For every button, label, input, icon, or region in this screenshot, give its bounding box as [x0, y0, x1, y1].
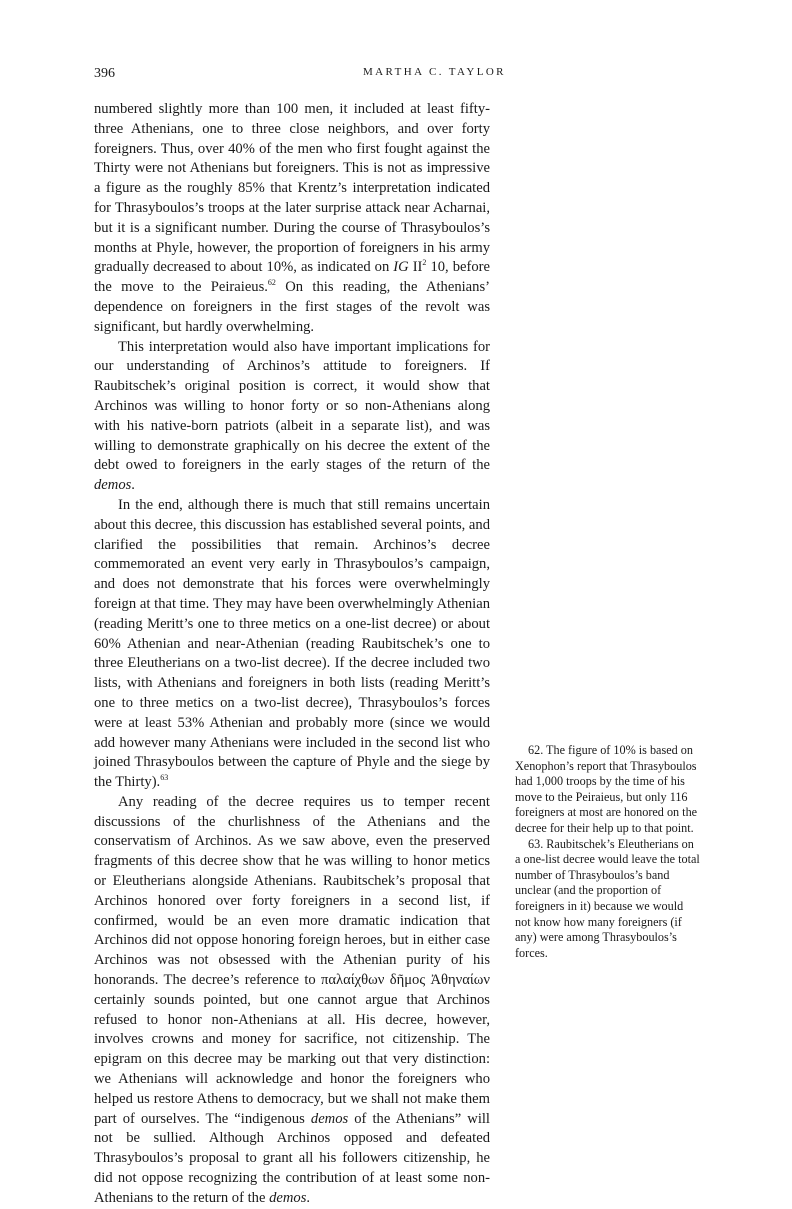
footnotes-column — [515, 743, 701, 961]
footnote: 62. The figure of 10% is based on Xenophon’s report that Thrasyboulos had 1,000 troops by the time of his move to the Peiraieus, but only 116 foreigners at most are honored on the decree for their help up to that point. — [515, 743, 698, 835]
footnote-marker[interactable]: 63 — [160, 773, 169, 783]
text-span: of the Athenians” will not be sullied. Although Archinos opposed and defeated Thrasyboulos’s proposal to grant all his followers citizenship, he did not oppose recognizing the contribution of at least some non-Athenians to the return of the — [94, 1110, 490, 1206]
italic-abbreviation: IG — [393, 259, 409, 276]
main-text-column — [94, 100, 490, 1209]
body-paragraph — [94, 793, 490, 1209]
text-span: II — [408, 259, 423, 276]
text-span: . — [131, 477, 135, 494]
italic-term: demos — [269, 1189, 307, 1206]
footnote: 63. Raubitschek’s Eleutherians on a one-list decree would leave the total number of Thrasyboulos’s band unclear (and the proportion of foreigners in it) because we would not know how many foreigners (if any) were among Thrasyboulos’s forces. — [515, 836, 700, 960]
running-head: MARTHA C. TAYLOR — [363, 66, 506, 78]
body-paragraph — [94, 496, 490, 793]
text-span: 10, before the move to the Peiraieus. — [94, 259, 490, 296]
text-span: This interpretation would also have important implications for our understanding of Archinos’s attitude to foreigners. If Raubitschek’s original position is correct, it would show that Archinos was willing to honor forty or so non-Athenians along with his native-born patriots (albeit in a separate list), and was willing to demonstrate graphically on his decree the extent of the debt owed to foreigners in the early stages of the return of the — [94, 338, 490, 474]
italic-term: demos — [310, 1110, 349, 1127]
italic-term: demos — [94, 477, 132, 494]
footnote-marker[interactable]: 62 — [267, 278, 276, 288]
text-span: . — [306, 1189, 311, 1206]
text-span: In the end, although there is much that still remains uncertain about this decree, this discussion has established several points, and clarified the possibilities that remain. Archinos’s decree commemorated an event very early in Thrasyboulos’s campaign, and does not demonstrate that his forces were overwhelmingly foreign at that time. They may have been overwhelmingly Athenian (reading Meritt’s one to three metics on a one-list decree) or about 60% Athenian and near-Athenian (reading Raubitschek’s one to three Eleutherians on a two-list decree). If the decree included two lists, with Athenians and foreigners in both lists (reading Meritt’s one to three metics on a two-list decree), Thrasyboulos’s forces were at least 53% Athenian and probably more (since we would add however many Athenians were included in the second list who joined Thrasyboulos between the capture of Phyle and the siege by the Thirty). — [94, 496, 490, 791]
superscript: 2 — [422, 258, 427, 268]
text-span: Any reading of the decree requires us to temper recent discussions of the churlishness of the Athenians and the conservatism of Archinos. As we saw above, even the preserved fragments of this decree show that he was willing to honor metics or Eleutherians alongside Athenians. Raubitschek’s proposal that Archinos honored over forty foreigners in a second list, if confirmed, would be an even more dramatic indication that Archinos did not oppose honoring foreign heroes, but in either case Archinos was not obsessed with the Athenian purity of his honorands. The decree’s reference to παλαίχθων δῆμος Ἀθηναίων certainly sounds pointed, but one cannot argue that Archinos refused to honor non-Athenians at all. His decree, however, involves crowns and money for sacrifice, not citizenship. The epigram on this decree may be marking out that very distinction: we Athenians will acknowledge and honor the foreigners who helped us restore Athens to democracy, but we shall not make them part of ourselves. The “indigenous — [94, 793, 490, 1127]
page-number: 396 — [94, 66, 115, 81]
text-span: On this reading, the Athenians’ dependence on foreigners in the first stages of the revolt was significant, but hardly overwhelming. — [94, 279, 490, 335]
body-paragraph — [94, 100, 490, 338]
text-span: numbered slightly more than 100 men, it included at least fifty-three Athenians, one to three close neighbors, and over forty foreigners. Thus, over 40% of the men who first fought against the Thirty were not Athenians but foreigners. This is not as impressive a figure as the roughly 85% that Krentz’s interpretation indicated for Thrasyboulos’s troops at the later surprise attack near Acharnai, but it is a significant number. During the course of Thrasyboulos’s months at Phyle, however, the proportion of foreigners in his army gradually decreased to about 10%, as indicated on — [94, 101, 490, 276]
body-paragraph — [94, 338, 490, 496]
